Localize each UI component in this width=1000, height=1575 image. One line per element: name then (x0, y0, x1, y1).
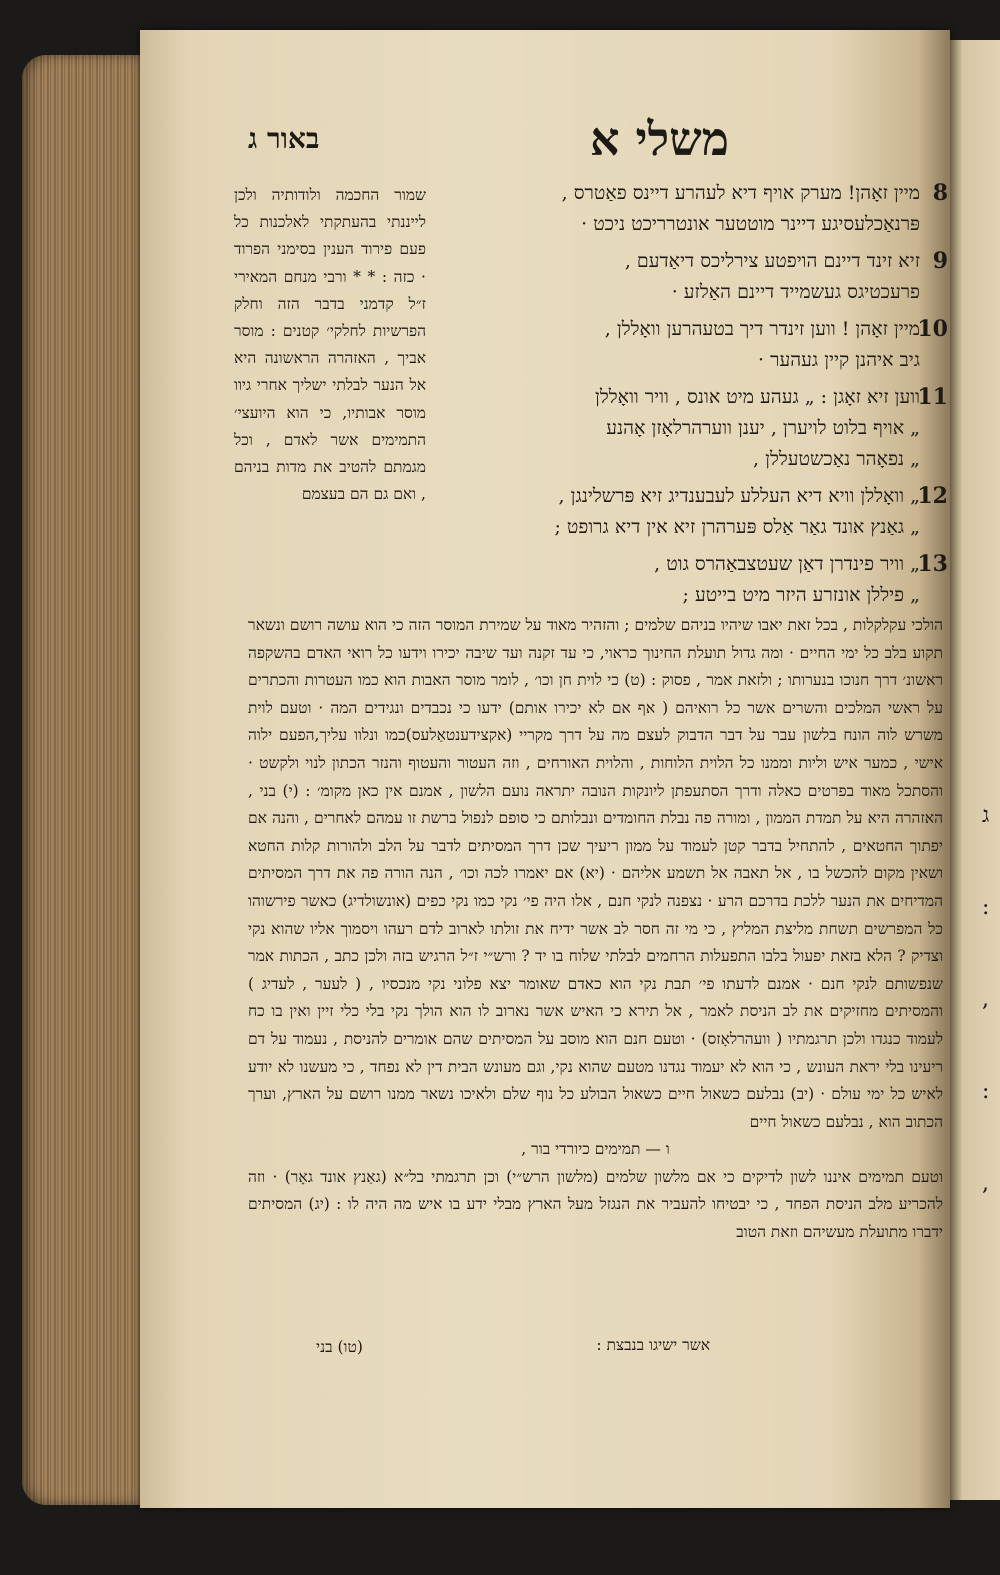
commentary-block (248, 612, 943, 1247)
verse-number: 9 (932, 248, 948, 274)
page-title: משלי א (590, 112, 729, 166)
verse-number: 10 (917, 316, 948, 342)
facing-page-edge (950, 40, 1000, 1500)
side-commentary-text: שמור החכמה ולודותיה ולכן לייננתי בהעתקתי לאלכנות כל פעם פירוד הענין בסימני הפרוד · כזה : * * ורבי מנחם המאירי ז״ל קדמני בדבר הזה וחלק הפרשיות לחלקי׳ קטנים : מוסר אביך , האזהרה הראשונה היא אל הנער לבלתי ישליך אחרי גיוו מוסר אבותיו, כי הוא היועצי׳ התמימים אשר לאדם , וכל מגמתם להטיב את מדות בניהם , ואם גם הם בעצמם (234, 186, 426, 504)
commentary-label: באור ג (248, 122, 320, 155)
verse-block (440, 178, 948, 617)
commentary-subheading: ו — תמימים כיורדי בור , (521, 1140, 670, 1159)
verse-number: 12 (917, 483, 948, 509)
verse-number: 11 (917, 384, 948, 410)
verse-11 (440, 382, 948, 475)
catchword: (טו) בני (316, 1338, 363, 1356)
verse-line: גיב איהנן קיין געהער · (758, 349, 920, 371)
verse-line: „ וואָללן וויא דיא העללע לעבענדיג זיא פּרשלינגן , (558, 485, 920, 507)
verse-12 (440, 481, 948, 543)
facing-page-glyphs: ג : , : , (982, 803, 990, 1196)
verse-line: „ גאַנץ אונד גאַר אַלס פּערהרן זיא אין דיא גרופט ; (554, 516, 920, 538)
verse-line: זיא זינד דיינם הויפטע צירליכס דיאַדעם , (624, 250, 920, 272)
verse-8 (440, 178, 948, 240)
commentary-paragraph: הולכי עקלקלות , בכל זאת יאבו שיהיו בניהם שלמים ; והזהיר מאוד על שמירת המוסר הזה כי הוא עושה רושם ונשאר תקוע בלב כל ימי החיים · ומה גדול תועלת החינוך כראוי, כי עד זקנה ועד שיבה יכירו וידעו כל רואי האדם בהשקפה ראשונ׳ דרך חנוכו בנערותו ; ולזאת אמר , פסוק : (ט) כי לוית חן וכו׳ , לומר מוסר האבות הוא כמו העטרות והכתרים על ראשי המלכים והשרים אשר כל רואיהם ( אף אם לא יכירו אותם) ידעו כי נכבדים ונגידים המה · וטעם לוית משרש לוה הונח בלשון עבר על דבר הדבוק לעצם מה על דרך מקריי (אקצידענטאַלעס)כמו ונלוו עליך,הפעם ילוה אישי , כמער איש וליות וממנו כל הלוית הלוחות , והלוית האורחים , וזה העטור והעטוף והנזר הכתון לנוי ולקשט · והסתכל מאוד בפרטים כאלה ודרך הסתעפתן ליונקות הנובה יתראה נועם הלשון , אמנם אין כאן מקומ׳ : (י) בני , האזהרה היא על תמדת הממון , ומורה פה נבלת החומדים ונבלותם כי סופם לנפול ברשת זו עמהם לאחרים , והנה אם יפתוך החטאים , להתחיל בדבר קטן לעמוד על ממון ריעיך שכן דרך המסיתים לדבר על הלב ולהורות קלות החטא ושאין מקום להכשל בו , אל תאבה אל תשמע אליהם · (יא) אם יאמרו לכה וכו׳ , הנה הורה פה את דרך המסיתים המדיחים את הנער ללכת בדרכם הרע · נצפנה לנקי חנם , אלו היה פי׳ נקי כמו נקי כפים (אונשולדיג) כאשר פירשוהו כל המפרשים תשחת מליצת המליץ , כי מי זה חסר לב אשר ידיח את זולתו לארוב לדם רעהו ויסמוך אליו שהוא נקי וצדיק ? הלא בזאת יפעול בלבו התפעלות הרחמים לבלתי שלוח בו יד ? ורש״י ז״ל הרגיש בזה ולכן כתב , הכתות אמר שנפשותם לנקי חנם · אמנם לדעתו פי׳ תבת נקי הוא כאדם שאומר יצא פלוני נקי מנכסיו , ( לעער , לעדיג ) והמסיתים מחזיקים את לב הניסת לאמר , אל תירא כי האיש אשר נארוב לו הוא הולך נקי בלי כלי זיין ואין בו כח לעמוד כנגדו ולכן תרגמתיו ( וועהרלאָזס) · וטעם חנם הוא מוסב על המסיתים שהם אומרים להניסת , נעמוד על דם ריעינו בלי יראת העונש , כי הוא לא יעמוד נגדנו מטעם שהוא נקי, וגם מעונש הבית דין לא נפחד , כי מעשנו לא יודע לאיש כל ימי עולם · (יב) נבלעם כשאול חיים כשאול הבולע כל נוף שלם ולאיכו נשאר ממנו רושם על הארץ, וערך הכתוב הוא , נבלעם כשאול חיים (248, 616, 943, 1131)
verse-number: 8 (932, 180, 948, 206)
verse-line: פרעכטיגס געשמייד דיינם האַלזע · (671, 281, 920, 303)
verse-line: פּרנאַכלעסיגע דיינר מוטטער אונטרריכט ניכט · (581, 213, 920, 235)
verse-line: מיין זאָהן! מערק אויף דיא לעהרע דיינס פאַטרס , (561, 182, 920, 204)
verse-line: מיין זאָהן ! ווען זינדר דיך בטעהרען וואָללן , (604, 318, 920, 340)
verse-line: „ אויף בלוט לויערן , יענן ווערהרלאָזן אָהנע (606, 417, 920, 439)
verse-line: „ נפאָהר נאַכשטעללן , (753, 448, 920, 470)
verse-line: „ וויר פינדרן דאַן שעטצבאַהרס גוט , (654, 553, 920, 575)
book-fore-edge (22, 55, 150, 1505)
commentary-closing: וטעם תמימים איננו לשון לדיקים כי אם מלשון שלמים (מלשון הרש״י) וכן תרגמתי בל״א (גאַנץ אונד גאָר) · וזה להכריע מלב הניסת הפחד , כי יבטיחו להעביר את הנגזל מעל הארץ מבלי ידע בו איש מה היה לו : (יג) המסיתים ידברו מתועלת מעשיהם וזאת הטוב (248, 1167, 943, 1242)
verse-9 (440, 246, 948, 308)
verse-number: 13 (917, 551, 948, 577)
verse-13 (440, 549, 948, 611)
verse-10 (440, 314, 948, 376)
side-commentary-column (234, 182, 426, 508)
commentary-footer-right: אשר ישיגו בנבצת : (596, 1336, 710, 1354)
verse-line: „ פיללן אונזרע היזר מיט בייטע ; (682, 584, 920, 606)
verse-line: ווען זיא זאָגן : „ געהע מיט אונס , וויר וואָללן (595, 386, 920, 408)
